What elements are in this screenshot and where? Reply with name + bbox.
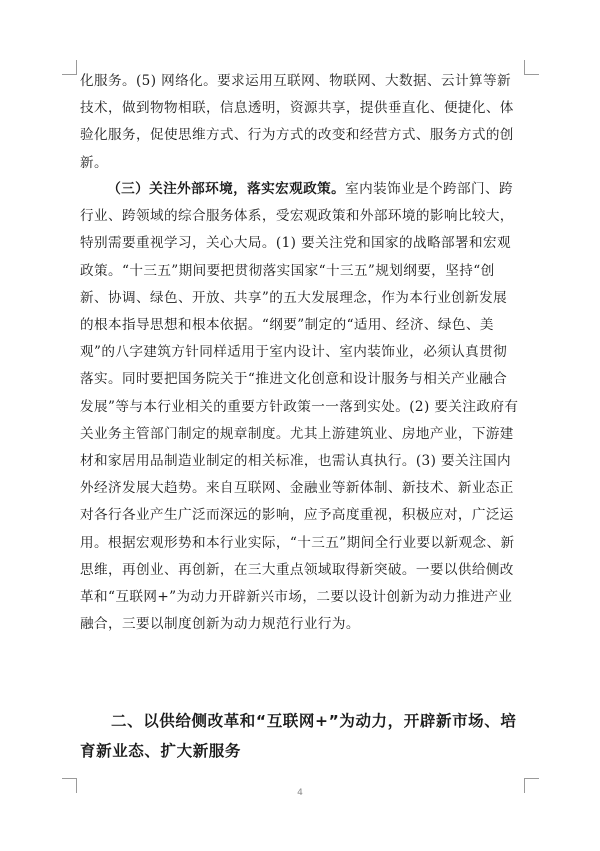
section-heading: 二、以供给侧改革和“互联网+”为动力，开辟新市场、培育新业态、扩大新服务 — [80, 712, 517, 760]
crop-mark-top-left — [62, 60, 77, 75]
paragraph-lead-heading: （三）关注外部环境，落实宏观政策。 — [107, 181, 346, 197]
paragraph-external-environment — [80, 176, 520, 638]
paragraph-network: 化服务。(5) 网络化。要求运用互联网、物联网、大数据、云计算等新技术，做到物物相联，信息透明，资源共享，提供垂直化、便捷化、体验化服务，促使思维方式、行为方式的改变和经营方式、服务方式的创新。 — [80, 73, 514, 171]
page-number: 4 — [297, 788, 303, 798]
crop-mark-top-right — [524, 60, 539, 75]
paragraph-body: 室内装饰业是个跨部门、跨行业、跨领域的综合服务体系，受宏观政策和外部环境的影响比较大，特别需要重视学习，关心大局。(1) 要关注党和国家的战略部署和宏观政策。“十三五”期间要把贯彻落实国家“十三五”规划纲要，坚持“创新、协调、绿色、开放、共享”的五大发展理念，作为本行业创新发展的根本指导思想和根本依据。“纲要”制定的“适用、经济、绿色、美观”的八字建筑方针同样适用于室内设计、室内装饰业，必须认真贯彻落实。同时要把国务院关于“推进文化创意和设计服务与相关产业融合发展”等与本行业相关的重要方针政策一一落到实处。(2) 要关注政府有关业务主管部门制定的规章制度。尤其上游建筑业、房地产业，下游建材和家居用品制造业制定的相关标准，也需认真执行。(3) 要关注国内外经济发展大趋势。来自互联网、金融业等新体制、新技术、新业态正对各行各业产生广泛而深远的影响，应予高度重视，积极应对，广泛运用。根据宏观形势和本行业实际，“十三五”期间全行业要以新观念、新思维，再创业、再创新，在三大重点领域取得新突破。一要以供给侧改革和“互联网+”为动力开辟新兴市场，二要以设计创新为动力推进产业融合，三要以制度创新为动力规范行业行为。 — [80, 181, 519, 633]
